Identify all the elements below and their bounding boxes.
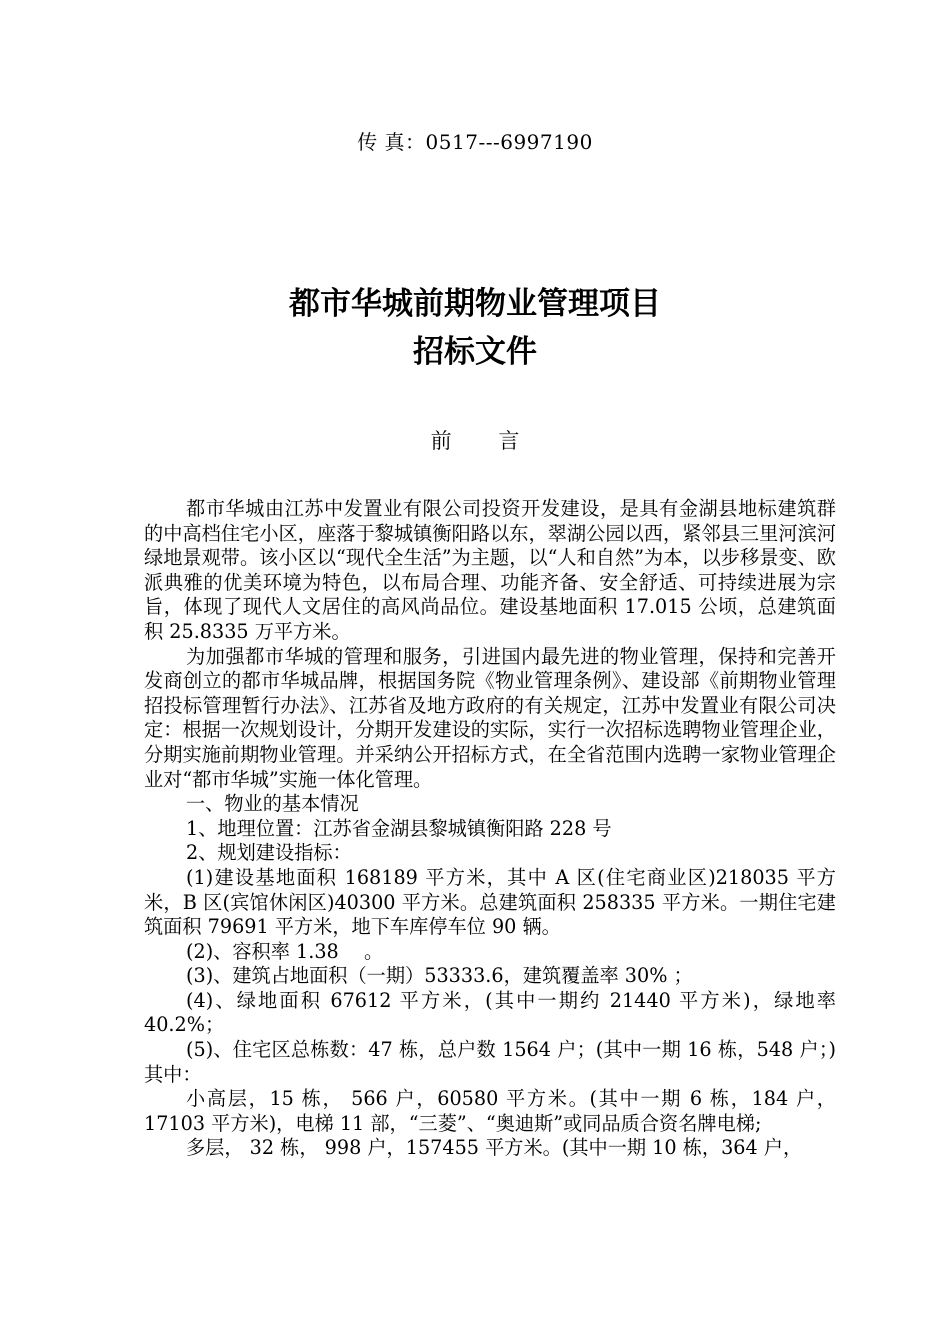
paragraph-green-area: (4)、绿地面积 67612 平方米，(其中一期约 21440 平方米)，绿地率 40.2%；: [144, 988, 836, 1037]
paragraph-site-area: (1)建设基地面积 168189 平方米，其中 A 区(住宅商业区)218035 平方米，B 区(宾馆休闲区)40300 平方米。总建筑面积 258335 平方米。一期住宅建筑面积 79691 平方米，地下车库停车位 90 辆。: [144, 865, 836, 939]
paragraph-location: 1、地理位置：江苏省金湖县黎城镇衡阳路 228 号: [186, 816, 612, 840]
paragraph-purpose: 为加强都市华城的管理和服务，引进国内最先进的物业管理，保持和完善开发商创立的都市华城品牌，根据国务院《物业管理条例》、建设部《前期物业管理招投标管理暂行办法》、江苏省及地方政府的有关规定，江苏中发置业有限公司决定：根据一次规划设计，分期开发建设的实际，实行一次招标选聘物业管理企业，分期实施前期物业管理。并采纳公开招标方式，在全省范围内选聘一家物业管理企业对“都市华城”实施一体化管理。: [144, 644, 836, 791]
paragraph-coverage: (3)、建筑占地面积（一期）53333.6，建筑覆盖率 30% ；: [186, 964, 693, 988]
body-text: [144, 497, 836, 1161]
paragraph-planning-heading: 2、规划建设指标：: [186, 841, 352, 865]
title-line-2: 招标文件: [413, 334, 537, 370]
title-line-1: 都市华城前期物业管理项目: [289, 286, 661, 322]
paragraph-building-count: (5)、住宅区总栋数：47 栋，总户数 1564 户；(其中一期 16 栋，548 户；)其中：: [144, 1038, 836, 1086]
paragraph-plot-ratio: (2)、容积率 1.38 。: [186, 939, 384, 963]
preface-heading: 前 言: [430, 429, 540, 453]
document-title: [0, 280, 950, 376]
paragraph-highrise: 小高层，15 栋， 566 户，60580 平方米。(其中一期 6 栋，184 户，17103 平方米)，电梯 11 部，“三菱”、“奥迪斯”或同品质合资名牌电梯;: [144, 1087, 836, 1135]
paragraph-intro: 都市华城由江苏中发置业有限公司投资开发建设，是具有金湖县地标建筑群的中高档住宅小区，座落于黎城镇衡阳路以东，翠湖公园以西，紧邻县三里河滨河绿地景观带。该小区以“现代全生活”为主题，以“人和自然”为本，以步移景变、欧派典雅的优美环境为特色，以布局合理、功能齐备、安全舒适、可持续进展为宗旨，体现了现代人文居住的高风尚品位。建设基地面积 17.015 公顷，总建筑面积 25.8335 万平方米。: [144, 497, 836, 643]
paragraph-multistory: 多层， 32 栋， 998 户，157455 平方米。(其中一期 10 栋，364 户，: [186, 1136, 803, 1160]
section-heading-basic-info: 一、物业的基本情况: [186, 792, 359, 816]
fax-line: 传 真：0517---6997190: [357, 130, 593, 154]
